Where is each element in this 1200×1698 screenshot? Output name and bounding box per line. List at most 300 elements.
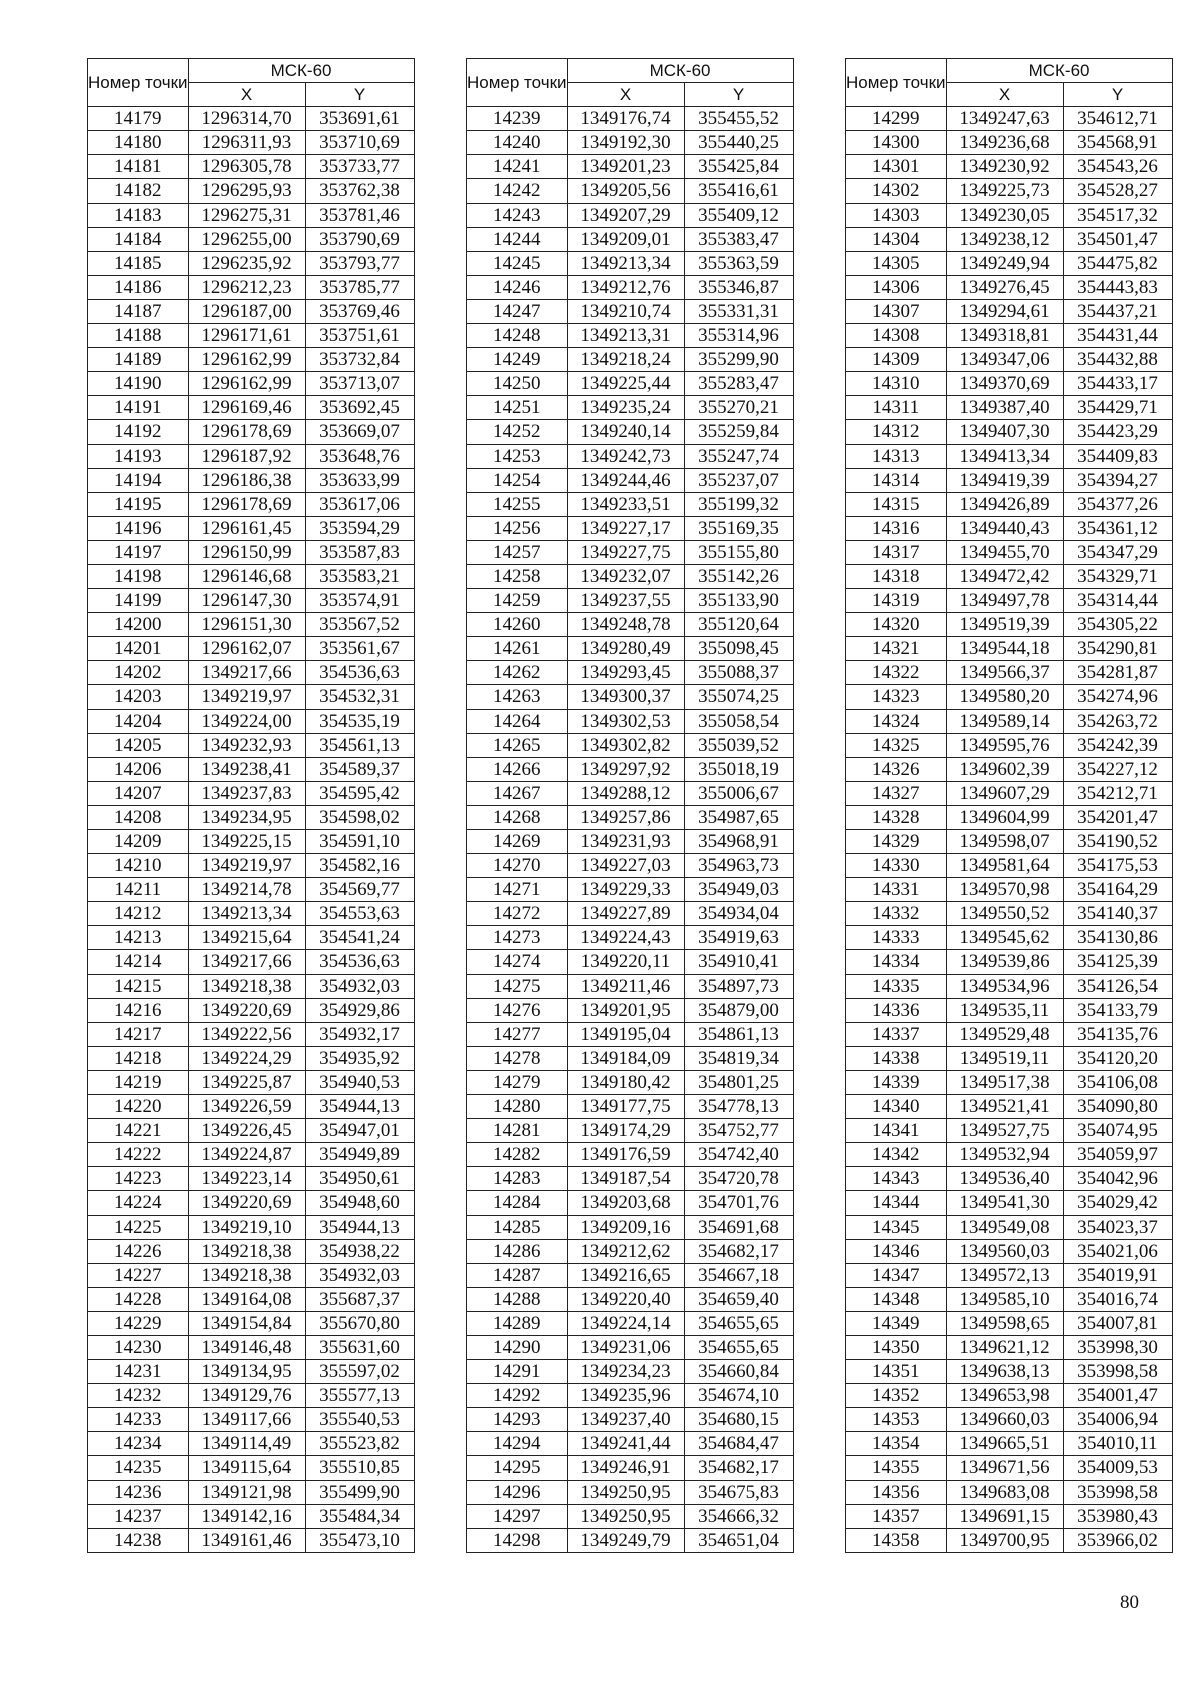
x-coordinate-cell: 1349549,08 (946, 1215, 1063, 1239)
x-coordinate-cell: 1349665,51 (946, 1432, 1063, 1456)
point-number-cell: 14326 (846, 757, 947, 781)
table-row (467, 1311, 794, 1335)
x-coordinate-cell: 1349347,06 (946, 348, 1063, 372)
y-coordinate-cell: 354659,40 (684, 1287, 793, 1311)
y-coordinate-cell: 355670,80 (305, 1311, 414, 1335)
x-coordinate-cell: 1349527,75 (946, 1119, 1063, 1143)
y-coordinate-cell: 355283,47 (684, 372, 793, 396)
y-coordinate-cell: 354929,86 (305, 998, 414, 1022)
table-row (467, 1046, 794, 1070)
table-row (467, 564, 794, 588)
x-coordinate-cell: 1349231,06 (567, 1335, 684, 1359)
point-number-cell: 14351 (846, 1360, 947, 1384)
y-coordinate-cell: 354660,84 (684, 1360, 793, 1384)
y-coordinate-cell: 354655,65 (684, 1311, 793, 1335)
x-coordinate-cell: 1349164,08 (188, 1287, 305, 1311)
point-number-cell: 14312 (846, 420, 947, 444)
y-coordinate-cell: 354423,29 (1063, 420, 1172, 444)
point-number-cell: 14204 (88, 709, 189, 733)
y-coordinate-cell: 355088,37 (684, 661, 793, 685)
y-coordinate-cell: 354963,73 (684, 854, 793, 878)
point-number-cell: 14321 (846, 637, 947, 661)
y-coordinate-cell: 354582,16 (305, 854, 414, 878)
y-coordinate-cell: 354684,47 (684, 1432, 793, 1456)
table-row (88, 1119, 415, 1143)
y-coordinate-cell: 355259,84 (684, 420, 793, 444)
y-coordinate-cell: 354329,71 (1063, 564, 1172, 588)
x-coordinate-cell: 1349230,05 (946, 203, 1063, 227)
x-coordinate-cell: 1349207,29 (567, 203, 684, 227)
x-coordinate-cell: 1349226,45 (188, 1119, 305, 1143)
table-row (846, 854, 1173, 878)
y-coordinate-cell: 354612,71 (1063, 107, 1172, 131)
y-coordinate-cell: 354536,63 (305, 661, 414, 685)
point-number-cell: 14218 (88, 1046, 189, 1070)
table-row (88, 1287, 415, 1311)
x-coordinate-cell: 1349211,46 (567, 974, 684, 998)
y-coordinate-cell: 354935,92 (305, 1046, 414, 1070)
y-coordinate-cell: 354394,27 (1063, 468, 1172, 492)
table-row (846, 227, 1173, 251)
header-point-number: Номер точки (88, 59, 189, 107)
table-row (467, 1239, 794, 1263)
point-number-cell: 14199 (88, 589, 189, 613)
table-row (467, 1480, 794, 1504)
x-coordinate-cell: 1349224,29 (188, 1046, 305, 1070)
point-number-cell: 14313 (846, 444, 947, 468)
x-coordinate-cell: 1349589,14 (946, 709, 1063, 733)
header-point-number: Номер точки (467, 59, 568, 107)
point-number-cell: 14273 (467, 926, 568, 950)
point-number-cell: 14288 (467, 1287, 568, 1311)
y-coordinate-cell: 354948,60 (305, 1191, 414, 1215)
table-row (467, 348, 794, 372)
y-coordinate-cell: 354910,41 (684, 950, 793, 974)
point-number-cell: 14353 (846, 1408, 947, 1432)
y-coordinate-cell: 353710,69 (305, 131, 414, 155)
y-coordinate-cell: 354029,42 (1063, 1191, 1172, 1215)
x-coordinate-cell: 1296311,93 (188, 131, 305, 155)
y-coordinate-cell: 354532,31 (305, 685, 414, 709)
x-coordinate-cell: 1349250,95 (567, 1480, 684, 1504)
x-coordinate-cell: 1349318,81 (946, 324, 1063, 348)
x-coordinate-cell: 1296161,45 (188, 516, 305, 540)
point-number-cell: 14262 (467, 661, 568, 685)
y-coordinate-cell: 355237,07 (684, 468, 793, 492)
x-coordinate-cell: 1349302,53 (567, 709, 684, 733)
y-coordinate-cell: 353732,84 (305, 348, 414, 372)
table-row (88, 251, 415, 275)
table-row (467, 251, 794, 275)
table-row (467, 324, 794, 348)
y-coordinate-cell: 354409,83 (1063, 444, 1172, 468)
x-coordinate-cell: 1349532,94 (946, 1143, 1063, 1167)
x-coordinate-cell: 1349224,87 (188, 1143, 305, 1167)
header-coordinate-system: МСК-60 (188, 59, 414, 83)
table-row (467, 492, 794, 516)
point-number-cell: 14355 (846, 1456, 947, 1480)
point-number-cell: 14315 (846, 492, 947, 516)
y-coordinate-cell: 355247,74 (684, 444, 793, 468)
x-coordinate-cell: 1349220,11 (567, 950, 684, 974)
y-coordinate-cell: 354475,82 (1063, 251, 1172, 275)
point-number-cell: 14314 (846, 468, 947, 492)
point-number-cell: 14224 (88, 1191, 189, 1215)
table-row (846, 757, 1173, 781)
table-row (846, 131, 1173, 155)
point-number-cell: 14346 (846, 1239, 947, 1263)
x-coordinate-cell: 1349154,84 (188, 1311, 305, 1335)
x-coordinate-cell: 1349218,24 (567, 348, 684, 372)
point-number-cell: 14344 (846, 1191, 947, 1215)
y-coordinate-cell: 354190,52 (1063, 830, 1172, 854)
x-coordinate-cell: 1349234,95 (188, 805, 305, 829)
point-number-cell: 14255 (467, 492, 568, 516)
point-number-cell: 14271 (467, 878, 568, 902)
point-number-cell: 14320 (846, 613, 947, 637)
x-coordinate-cell: 1349134,95 (188, 1360, 305, 1384)
x-coordinate-cell: 1349660,03 (946, 1408, 1063, 1432)
point-number-cell: 14332 (846, 902, 947, 926)
point-number-cell: 14329 (846, 830, 947, 854)
y-coordinate-cell: 353998,30 (1063, 1335, 1172, 1359)
table-row (88, 275, 415, 299)
point-number-cell: 14251 (467, 396, 568, 420)
point-number-cell: 14350 (846, 1335, 947, 1359)
table-row (846, 1095, 1173, 1119)
table-row (88, 1432, 415, 1456)
point-number-cell: 14331 (846, 878, 947, 902)
point-number-cell: 14219 (88, 1070, 189, 1094)
point-number-cell: 14196 (88, 516, 189, 540)
x-coordinate-cell: 1296295,93 (188, 179, 305, 203)
x-coordinate-cell: 1349235,24 (567, 396, 684, 420)
point-number-cell: 14343 (846, 1167, 947, 1191)
y-coordinate-cell: 354801,25 (684, 1070, 793, 1094)
table-row (467, 589, 794, 613)
x-coordinate-cell: 1349621,12 (946, 1335, 1063, 1359)
x-coordinate-cell: 1349210,74 (567, 299, 684, 323)
table-row (846, 805, 1173, 829)
point-number-cell: 14297 (467, 1504, 568, 1528)
point-number-cell: 14357 (846, 1504, 947, 1528)
y-coordinate-cell: 354443,83 (1063, 275, 1172, 299)
x-coordinate-cell: 1296162,99 (188, 348, 305, 372)
table-row (467, 516, 794, 540)
table-row (88, 492, 415, 516)
table-row (467, 179, 794, 203)
point-number-cell: 14322 (846, 661, 947, 685)
point-number-cell: 14308 (846, 324, 947, 348)
table-row (88, 227, 415, 251)
y-coordinate-cell: 355687,37 (305, 1287, 414, 1311)
table-row (846, 396, 1173, 420)
point-number-cell: 14246 (467, 275, 568, 299)
y-coordinate-cell: 354932,03 (305, 974, 414, 998)
y-coordinate-cell: 354021,06 (1063, 1239, 1172, 1263)
point-number-cell: 14324 (846, 709, 947, 733)
x-coordinate-cell: 1349598,65 (946, 1311, 1063, 1335)
point-number-cell: 14240 (467, 131, 568, 155)
x-coordinate-cell: 1349142,16 (188, 1504, 305, 1528)
y-coordinate-cell: 353733,77 (305, 155, 414, 179)
x-coordinate-cell: 1349232,07 (567, 564, 684, 588)
header-coordinate-system: МСК-60 (567, 59, 793, 83)
y-coordinate-cell: 354016,74 (1063, 1287, 1172, 1311)
point-number-cell: 14293 (467, 1408, 568, 1432)
header-x: X (946, 83, 1063, 107)
table-row (846, 492, 1173, 516)
x-coordinate-cell: 1349280,49 (567, 637, 684, 661)
y-coordinate-cell: 354667,18 (684, 1263, 793, 1287)
y-coordinate-cell: 354133,79 (1063, 998, 1172, 1022)
table-row (846, 830, 1173, 854)
table-row (467, 1528, 794, 1552)
x-coordinate-cell: 1349220,69 (188, 998, 305, 1022)
table-row (88, 1335, 415, 1359)
point-number-cell: 14283 (467, 1167, 568, 1191)
point-number-cell: 14239 (467, 107, 568, 131)
table-row (88, 854, 415, 878)
table-row (846, 1070, 1173, 1094)
x-coordinate-cell: 1349550,52 (946, 902, 1063, 926)
x-coordinate-cell: 1349700,95 (946, 1528, 1063, 1552)
table-row (846, 275, 1173, 299)
x-coordinate-cell: 1349302,82 (567, 733, 684, 757)
point-number-cell: 14186 (88, 275, 189, 299)
point-number-cell: 14247 (467, 299, 568, 323)
table-row (467, 781, 794, 805)
y-coordinate-cell: 354242,39 (1063, 733, 1172, 757)
table-row (846, 251, 1173, 275)
y-coordinate-cell: 354720,78 (684, 1167, 793, 1191)
y-coordinate-cell: 353648,76 (305, 444, 414, 468)
point-number-cell: 14198 (88, 564, 189, 588)
y-coordinate-cell: 353574,91 (305, 589, 414, 613)
table-row (88, 396, 415, 420)
x-coordinate-cell: 1349214,78 (188, 878, 305, 902)
point-number-cell: 14206 (88, 757, 189, 781)
x-coordinate-cell: 1349217,66 (188, 661, 305, 685)
x-coordinate-cell: 1296275,31 (188, 203, 305, 227)
y-coordinate-cell: 354120,20 (1063, 1046, 1172, 1070)
table-row (88, 1239, 415, 1263)
header-y: Y (1063, 83, 1172, 107)
x-coordinate-cell: 1349230,92 (946, 155, 1063, 179)
table-row (88, 1143, 415, 1167)
x-coordinate-cell: 1349224,43 (567, 926, 684, 950)
x-coordinate-cell: 1349212,62 (567, 1239, 684, 1263)
header-coordinate-system: МСК-60 (946, 59, 1172, 83)
y-coordinate-cell: 355484,34 (305, 1504, 414, 1528)
x-coordinate-cell: 1296255,00 (188, 227, 305, 251)
y-coordinate-cell: 354691,68 (684, 1215, 793, 1239)
y-coordinate-cell: 354175,53 (1063, 854, 1172, 878)
y-coordinate-cell: 354281,87 (1063, 661, 1172, 685)
y-coordinate-cell: 354701,76 (684, 1191, 793, 1215)
point-number-cell: 14233 (88, 1408, 189, 1432)
x-coordinate-cell: 1349218,38 (188, 1239, 305, 1263)
y-coordinate-cell: 355058,54 (684, 709, 793, 733)
point-number-cell: 14208 (88, 805, 189, 829)
table-row (846, 902, 1173, 926)
table-row (846, 1432, 1173, 1456)
y-coordinate-cell: 354819,34 (684, 1046, 793, 1070)
table-row (846, 878, 1173, 902)
x-coordinate-cell: 1349220,40 (567, 1287, 684, 1311)
x-coordinate-cell: 1349535,11 (946, 998, 1063, 1022)
point-number-cell: 14214 (88, 950, 189, 974)
coordinates-table-2 (466, 58, 794, 1553)
x-coordinate-cell: 1349455,70 (946, 540, 1063, 564)
table-row (88, 950, 415, 974)
x-coordinate-cell: 1349205,56 (567, 179, 684, 203)
table-row (467, 203, 794, 227)
y-coordinate-cell: 353587,83 (305, 540, 414, 564)
table-row (467, 757, 794, 781)
y-coordinate-cell: 353633,99 (305, 468, 414, 492)
table-row (467, 998, 794, 1022)
x-coordinate-cell: 1296305,78 (188, 155, 305, 179)
table-row (88, 1384, 415, 1408)
point-number-cell: 14270 (467, 854, 568, 878)
x-coordinate-cell: 1349219,10 (188, 1215, 305, 1239)
x-coordinate-cell: 1349560,03 (946, 1239, 1063, 1263)
x-coordinate-cell: 1349237,55 (567, 589, 684, 613)
x-coordinate-cell: 1349572,13 (946, 1263, 1063, 1287)
point-number-cell: 14235 (88, 1456, 189, 1480)
y-coordinate-cell: 354569,77 (305, 878, 414, 902)
x-coordinate-cell: 1349671,56 (946, 1456, 1063, 1480)
table-row (467, 926, 794, 950)
x-coordinate-cell: 1349607,29 (946, 781, 1063, 805)
point-number-cell: 14318 (846, 564, 947, 588)
x-coordinate-cell: 1349529,48 (946, 1022, 1063, 1046)
point-number-cell: 14269 (467, 830, 568, 854)
y-coordinate-cell: 354377,26 (1063, 492, 1172, 516)
table-row (467, 637, 794, 661)
y-coordinate-cell: 354019,91 (1063, 1263, 1172, 1287)
x-coordinate-cell: 1349370,69 (946, 372, 1063, 396)
y-coordinate-cell: 353692,45 (305, 396, 414, 420)
point-number-cell: 14291 (467, 1360, 568, 1384)
x-coordinate-cell: 1349115,64 (188, 1456, 305, 1480)
table-row (846, 1143, 1173, 1167)
point-number-cell: 14201 (88, 637, 189, 661)
y-coordinate-cell: 354006,94 (1063, 1408, 1172, 1432)
point-number-cell: 14207 (88, 781, 189, 805)
table-row (846, 1311, 1173, 1335)
table-row (467, 878, 794, 902)
table-row (88, 1167, 415, 1191)
x-coordinate-cell: 1349293,45 (567, 661, 684, 685)
point-number-cell: 14348 (846, 1287, 947, 1311)
x-coordinate-cell: 1349602,39 (946, 757, 1063, 781)
point-number-cell: 14183 (88, 203, 189, 227)
x-coordinate-cell: 1349229,33 (567, 878, 684, 902)
table-row (467, 1143, 794, 1167)
table-row (846, 781, 1173, 805)
y-coordinate-cell: 354778,13 (684, 1095, 793, 1119)
y-coordinate-cell: 354675,83 (684, 1480, 793, 1504)
x-coordinate-cell: 1296162,99 (188, 372, 305, 396)
point-number-cell: 14284 (467, 1191, 568, 1215)
table-row (467, 1119, 794, 1143)
y-coordinate-cell: 355155,80 (684, 540, 793, 564)
x-coordinate-cell: 1349213,34 (188, 902, 305, 926)
y-coordinate-cell: 355331,31 (684, 299, 793, 323)
point-number-cell: 14244 (467, 227, 568, 251)
x-coordinate-cell: 1349585,10 (946, 1287, 1063, 1311)
point-number-cell: 14250 (467, 372, 568, 396)
point-number-cell: 14222 (88, 1143, 189, 1167)
point-number-cell: 14342 (846, 1143, 947, 1167)
point-number-cell: 14276 (467, 998, 568, 1022)
x-coordinate-cell: 1349653,98 (946, 1384, 1063, 1408)
x-coordinate-cell: 1349209,16 (567, 1215, 684, 1239)
table-row (88, 878, 415, 902)
x-coordinate-cell: 1296186,38 (188, 468, 305, 492)
point-number-cell: 14200 (88, 613, 189, 637)
table-row (88, 348, 415, 372)
point-number-cell: 14347 (846, 1263, 947, 1287)
point-number-cell: 14242 (467, 179, 568, 203)
table-row (88, 564, 415, 588)
point-number-cell: 14197 (88, 540, 189, 564)
y-coordinate-cell: 355523,82 (305, 1432, 414, 1456)
x-coordinate-cell: 1349187,54 (567, 1167, 684, 1191)
table-row (846, 661, 1173, 685)
point-number-cell: 14356 (846, 1480, 947, 1504)
y-coordinate-cell: 354949,03 (684, 878, 793, 902)
x-coordinate-cell: 1349276,45 (946, 275, 1063, 299)
point-number-cell: 14229 (88, 1311, 189, 1335)
x-coordinate-cell: 1349581,64 (946, 854, 1063, 878)
x-coordinate-cell: 1349176,74 (567, 107, 684, 131)
point-number-cell: 14286 (467, 1239, 568, 1263)
x-coordinate-cell: 1349300,37 (567, 685, 684, 709)
y-coordinate-cell: 355346,87 (684, 275, 793, 299)
x-coordinate-cell: 1349241,44 (567, 1432, 684, 1456)
y-coordinate-cell: 353790,69 (305, 227, 414, 251)
y-coordinate-cell: 355133,90 (684, 589, 793, 613)
y-coordinate-cell: 354314,44 (1063, 589, 1172, 613)
y-coordinate-cell: 354591,10 (305, 830, 414, 854)
x-coordinate-cell: 1349544,18 (946, 637, 1063, 661)
x-coordinate-cell: 1349225,73 (946, 179, 1063, 203)
x-coordinate-cell: 1349237,83 (188, 781, 305, 805)
y-coordinate-cell: 355120,64 (684, 613, 793, 637)
x-coordinate-cell: 1349440,43 (946, 516, 1063, 540)
coordinates-table-3 (845, 58, 1173, 1553)
table-row (88, 1095, 415, 1119)
x-coordinate-cell: 1296178,69 (188, 492, 305, 516)
table-row (88, 324, 415, 348)
x-coordinate-cell: 1349161,46 (188, 1528, 305, 1552)
table-row (846, 950, 1173, 974)
y-coordinate-cell: 355409,12 (684, 203, 793, 227)
x-coordinate-cell: 1349225,87 (188, 1070, 305, 1094)
point-number-cell: 14185 (88, 251, 189, 275)
y-coordinate-cell: 353561,67 (305, 637, 414, 661)
x-coordinate-cell: 1349249,79 (567, 1528, 684, 1552)
y-coordinate-cell: 355499,90 (305, 1480, 414, 1504)
y-coordinate-cell: 354919,63 (684, 926, 793, 950)
table-row (846, 1215, 1173, 1239)
x-coordinate-cell: 1349570,98 (946, 878, 1063, 902)
x-coordinate-cell: 1349566,37 (946, 661, 1063, 685)
x-coordinate-cell: 1296171,61 (188, 324, 305, 348)
